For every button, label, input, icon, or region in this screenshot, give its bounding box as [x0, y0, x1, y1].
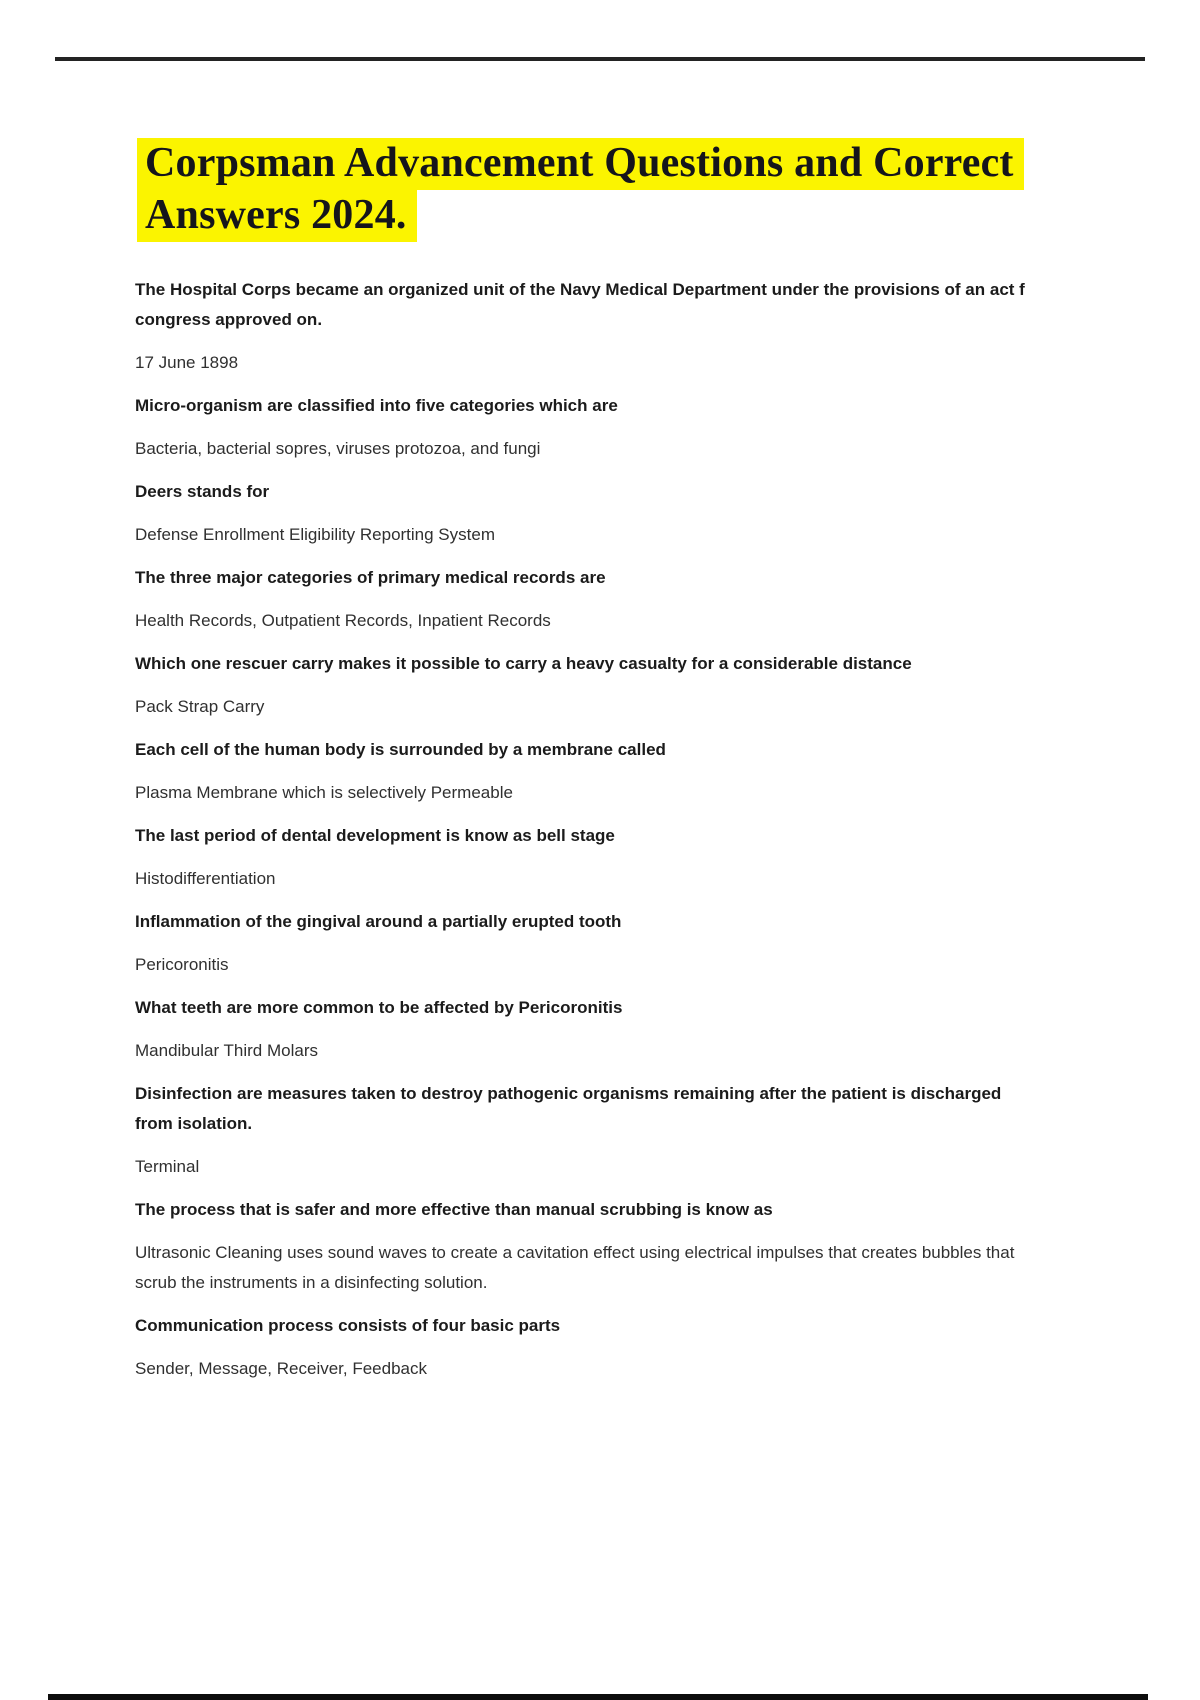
- answer-text: Ultrasonic Cleaning uses sound waves to create a cavitation effect using electrical impulses that creates bubbles that scrub the instruments in a disinfecting solution.: [135, 1243, 1015, 1292]
- question-text: Micro-organism are classified into five categories which are: [135, 396, 618, 415]
- qa-item: [135, 649, 1040, 722]
- question-text: Inflammation of the gingival around a partially erupted tooth: [135, 912, 622, 931]
- answer-text: Bacteria, bacterial sopres, viruses protozoa, and fungi: [135, 439, 541, 458]
- answer-text: Mandibular Third Molars: [135, 1041, 318, 1060]
- page-content: [135, 137, 1040, 1397]
- answer-text: Terminal: [135, 1157, 200, 1176]
- page-title: [137, 137, 1040, 241]
- question-text: Deers stands for: [135, 482, 270, 501]
- answer-text: Plasma Membrane which is selectively Permeable: [135, 783, 513, 802]
- question-text: What teeth are more common to be affected by Pericoronitis: [135, 998, 623, 1017]
- qa-item: [135, 477, 1040, 550]
- qa-list: [135, 275, 1040, 1384]
- question-text: Each cell of the human body is surrounded by a membrane called: [135, 740, 666, 759]
- question-text: Communication process consists of four basic parts: [135, 1316, 561, 1335]
- answer-text: Histodifferentiation: [135, 869, 276, 888]
- qa-item: [135, 275, 1040, 378]
- qa-item: [135, 1079, 1040, 1182]
- qa-item: [135, 907, 1040, 980]
- top-horizontal-rule: [55, 57, 1145, 61]
- qa-item: [135, 563, 1040, 636]
- qa-item: [135, 993, 1040, 1066]
- answer-text: Health Records, Outpatient Records, Inpatient Records: [135, 611, 551, 630]
- qa-item: [135, 821, 1040, 894]
- qa-item: [135, 735, 1040, 808]
- qa-item: [135, 1311, 1040, 1384]
- qa-item: [135, 391, 1040, 464]
- question-text: The Hospital Corps became an organized unit of the Navy Medical Department under the provisions of an act f congress approved on.: [135, 280, 1025, 329]
- question-text: The last period of dental development is know as bell stage: [135, 826, 615, 845]
- title-highlight: Corpsman Advancement Questions and Correct Answers 2024.: [137, 138, 1024, 242]
- answer-text: 17 June 1898: [135, 353, 239, 372]
- answer-text: Defense Enrollment Eligibility Reporting System: [135, 525, 495, 544]
- question-text: Which one rescuer carry makes it possible to carry a heavy casualty for a considerable distance: [135, 654, 912, 673]
- answer-text: Pericoronitis: [135, 955, 229, 974]
- answer-text: Sender, Message, Receiver, Feedback: [135, 1359, 427, 1378]
- qa-item: [135, 1195, 1040, 1298]
- question-text: The three major categories of primary medical records are: [135, 568, 606, 587]
- bottom-horizontal-rule: [48, 1694, 1148, 1700]
- question-text: The process that is safer and more effective than manual scrubbing is know as: [135, 1200, 773, 1219]
- answer-text: Pack Strap Carry: [135, 697, 265, 716]
- question-text: Disinfection are measures taken to destroy pathogenic organisms remaining after the patient is discharged from isolation.: [135, 1084, 1002, 1133]
